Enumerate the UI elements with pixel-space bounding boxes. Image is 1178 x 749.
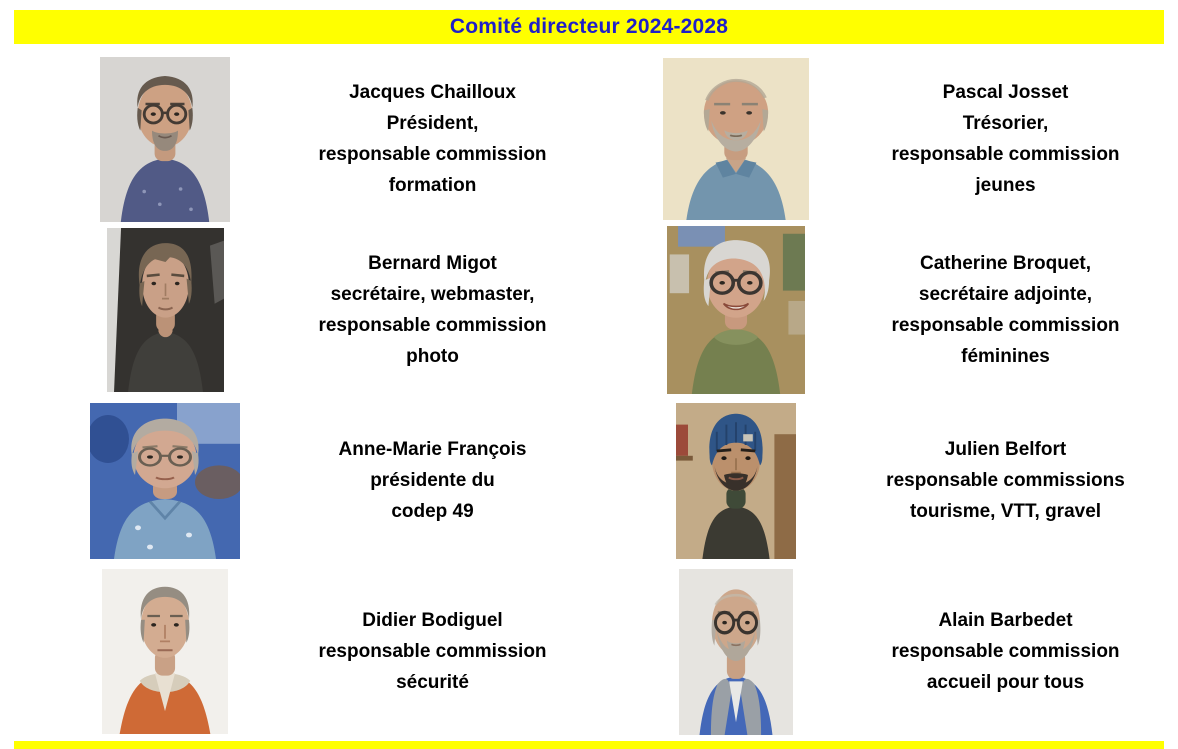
member-role-line: responsable commission bbox=[891, 641, 1120, 663]
catherine-broquet-portrait-photo bbox=[667, 226, 805, 394]
bernard-migot-portrait-photo bbox=[107, 228, 224, 392]
member-text bbox=[290, 77, 589, 201]
member-name: Jacques Chailloux bbox=[349, 82, 516, 104]
member-card-bernard-migot bbox=[14, 225, 589, 396]
title-banner bbox=[14, 10, 1164, 44]
member-text bbox=[290, 248, 589, 372]
anne-marie-francois-portrait-photo bbox=[90, 403, 240, 559]
member-text bbox=[290, 434, 589, 527]
member-card-alain-barbedet bbox=[589, 566, 1164, 737]
member-text bbox=[290, 605, 589, 698]
member-role-line: responsable commissions bbox=[886, 470, 1125, 492]
member-role-line: responsable commission bbox=[318, 315, 547, 337]
footer-bar bbox=[14, 741, 1164, 749]
member-role-line: présidente du bbox=[370, 470, 495, 492]
member-name: Didier Bodiguel bbox=[362, 610, 503, 632]
member-role-line: accueil pour tous bbox=[926, 672, 1085, 694]
didier-bodiguel-portrait-photo bbox=[102, 569, 228, 734]
photo-frame bbox=[589, 226, 861, 394]
member-role-line: tourisme, VTT, gravel bbox=[909, 501, 1102, 523]
member-role-line: responsable commission bbox=[891, 315, 1120, 337]
member-card-didier-bodiguel bbox=[14, 566, 589, 737]
member-text bbox=[861, 77, 1164, 201]
member-role-line: codep 49 bbox=[391, 501, 474, 523]
member-role-line: formation bbox=[388, 175, 477, 197]
jacques-chailloux-portrait-photo bbox=[100, 57, 230, 222]
member-card-julien-belfort bbox=[589, 396, 1164, 567]
member-role-line: responsable commission bbox=[318, 641, 547, 663]
member-card-anne-marie-francois bbox=[14, 396, 589, 567]
members-grid bbox=[14, 54, 1164, 737]
photo-frame bbox=[14, 569, 290, 734]
photo-frame bbox=[589, 403, 861, 559]
member-text bbox=[861, 434, 1164, 527]
member-role-line: responsable commission bbox=[318, 144, 547, 166]
photo-frame bbox=[14, 403, 290, 559]
member-card-pascal-josset bbox=[589, 54, 1164, 225]
alain-barbedet-portrait-photo bbox=[679, 569, 793, 735]
member-role-line: Trésorier, bbox=[962, 113, 1049, 135]
member-role-line: Président, bbox=[386, 113, 479, 135]
member-text bbox=[861, 605, 1164, 698]
member-card-catherine-broquet bbox=[589, 225, 1164, 396]
member-role-line: secrétaire, webmaster, bbox=[330, 284, 535, 306]
member-name: Bernard Migot bbox=[368, 253, 497, 275]
page-title: Comité directeur 2024-2028 bbox=[449, 15, 729, 38]
pascal-josset-portrait-photo bbox=[663, 58, 809, 220]
member-role-line: responsable commission bbox=[891, 144, 1120, 166]
member-role-line: sécurité bbox=[396, 672, 469, 694]
member-text bbox=[861, 248, 1164, 372]
member-role-line: jeunes bbox=[975, 175, 1036, 197]
member-role-line: secrétaire adjointe, bbox=[918, 284, 1093, 306]
member-name: Julien Belfort bbox=[944, 439, 1067, 461]
member-role-line: féminines bbox=[961, 346, 1050, 368]
julien-belfort-portrait-photo bbox=[676, 403, 796, 559]
member-name: Pascal Josset bbox=[942, 82, 1069, 104]
member-card-jacques-chailloux bbox=[14, 54, 589, 225]
photo-frame bbox=[589, 569, 861, 735]
photo-frame bbox=[589, 58, 861, 220]
member-name: Catherine Broquet, bbox=[919, 253, 1092, 275]
photo-frame bbox=[14, 228, 290, 392]
photo-frame bbox=[14, 57, 290, 222]
member-name: Alain Barbedet bbox=[938, 610, 1073, 632]
member-role-line: photo bbox=[406, 346, 459, 368]
member-name: Anne-Marie François bbox=[338, 439, 527, 461]
